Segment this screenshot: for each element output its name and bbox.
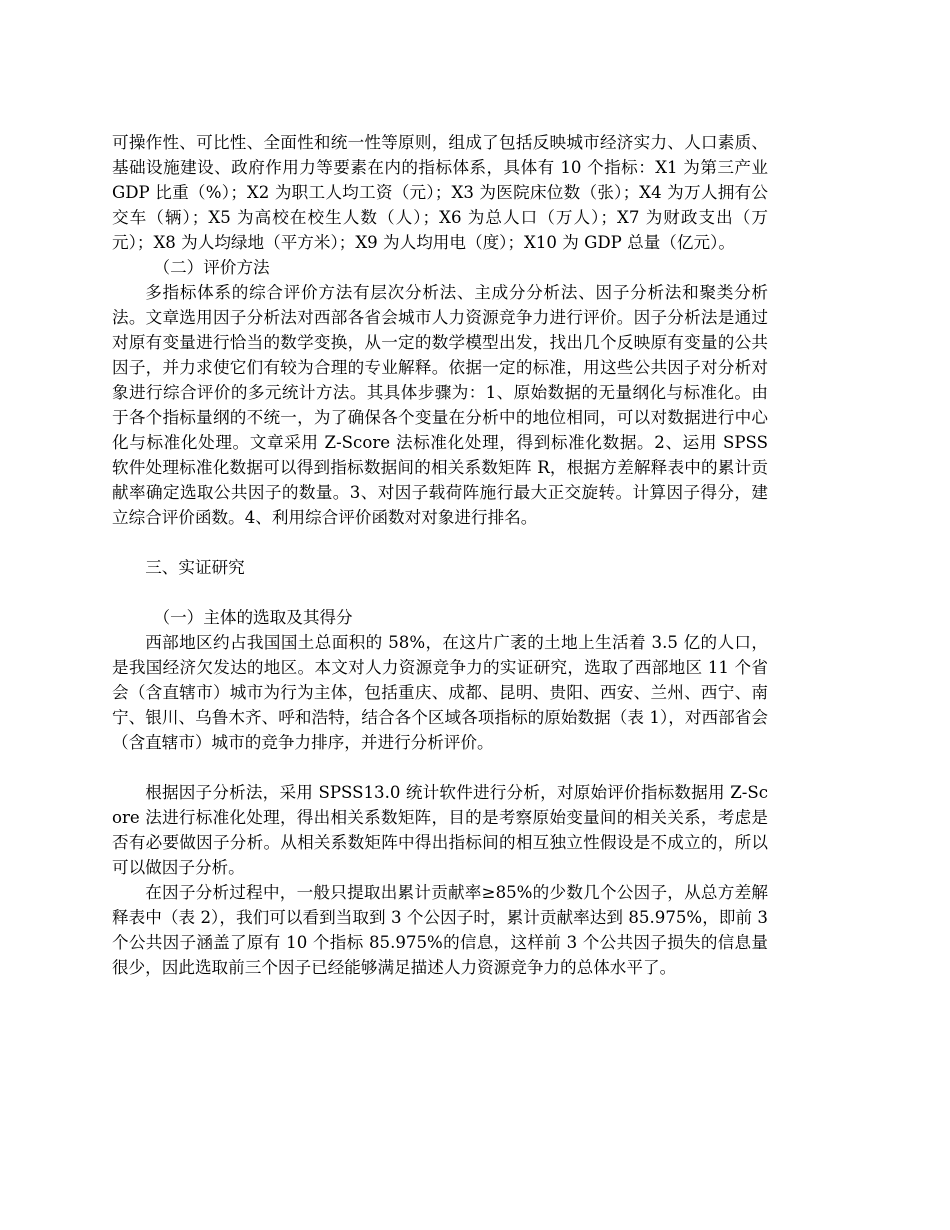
- blank-line: [112, 530, 768, 555]
- heading-evaluation-method: （二）评价方法: [153, 258, 270, 277]
- paragraph-cumulative-contribution: 在因子分析过程中，一般只提取出累计贡献率≥85%的少数几个公因子，从总方差解释表中（表 2），我们可以看到当取到 3 个公因子时，累计贡献率达到 85.975%，即前 3 个公共因子涵盖了原有 10 个指标 85.975%的信息，这样前 3 个公共因子损失的信息量很少，因此选取前三个因子已经能够满足描述人力资源竞争力的总体水平了。: [112, 883, 768, 977]
- paragraph-evaluation-method: 多指标体系的综合评价方法有层次分析法、主成分分析法、因子分析法和聚类分析法。文章选用因子分析法对西部各省会城市人力资源竞争力进行评价。因子分析法是通过对原有变量进行恰当的数学变换，从一定的数学模型出发，找出几个反映原有变量的公共因子，并力求使它们有较为合理的专业解释。依据一定的标准，用这些公共因子对分析对象进行综合评价的多元统计方法。其具体步骤为：1、原始数据的无量纲化与标准化。由于各个指标量纲的不统一，为了确保各个变量在分析中的地位相同，可以对数据进行中心化与标准化处理。文章采用 Z-Score 法标准化处理，得到标准化数据。2、运用 SPSS 软件处理标准化数据可以得到指标数据间的相关系数矩阵 R，根据方差解释表中的累计贡献率确定选取公共因子的数量。3、对因子载荷阵施行最大正交旋转。计算因子得分，建立综合评价函数。4、利用综合评价函数对对象进行排名。: [112, 283, 768, 527]
- paragraph-western-region: 西部地区约占我国国土总面积的 58%，在这片广袤的土地上生活着 3.5 亿的人口，是我国经济欠发达的地区。本文对人力资源竞争力的实证研究，选取了西部地区 11 个省会（含直辖市）城市为行为主体，包括重庆、成都、昆明、贵阳、西安、兰州、西宁、南宁、银川、乌鲁木齐、呼和浩特，结合各个区域各项指标的原始数据（表 1），对西部省会（含直辖市）城市的竞争力排序，并进行分析评价。: [112, 633, 768, 752]
- blank-line: [112, 755, 768, 780]
- document-page: [112, 130, 768, 980]
- paragraph-factor-analysis: 根据因子分析法，采用 SPSS13.0 统计软件进行分析，对原始评价指标数据用 Z-Score 法进行标准化处理，得出相关系数矩阵，目的是考察原始变量间的相关关系，考虑是否有必要做因子分析。从相关系数矩阵中得出指标间的相互独立性假设是不成立的，所以可以做因子分析。: [112, 783, 768, 877]
- heading-subject-selection: （一）主体的选取及其得分: [153, 608, 353, 627]
- paragraph-indicator-system: 可操作性、可比性、全面性和统一性等原则，组成了包括反映城市经济实力、人口素质、基础设施建设、政府作用力等要素在内的指标体系，具体有 10 个指标：X1 为第三产业 GDP 比重（%）；X2 为职工人均工资（元）；X3 为医院床位数（张）；X4 为万人拥有公交车（辆）；X5 为高校在校生人数（人）；X6 为总人口（万人）；X7 为财政支出（万元）；X8 为人均绿地（平方米）；X9 为人均用电（度）；X10 为 GDP 总量（亿元）。: [112, 133, 768, 252]
- heading-empirical-research: 三、实证研究: [145, 558, 245, 577]
- blank-line: [112, 580, 768, 605]
